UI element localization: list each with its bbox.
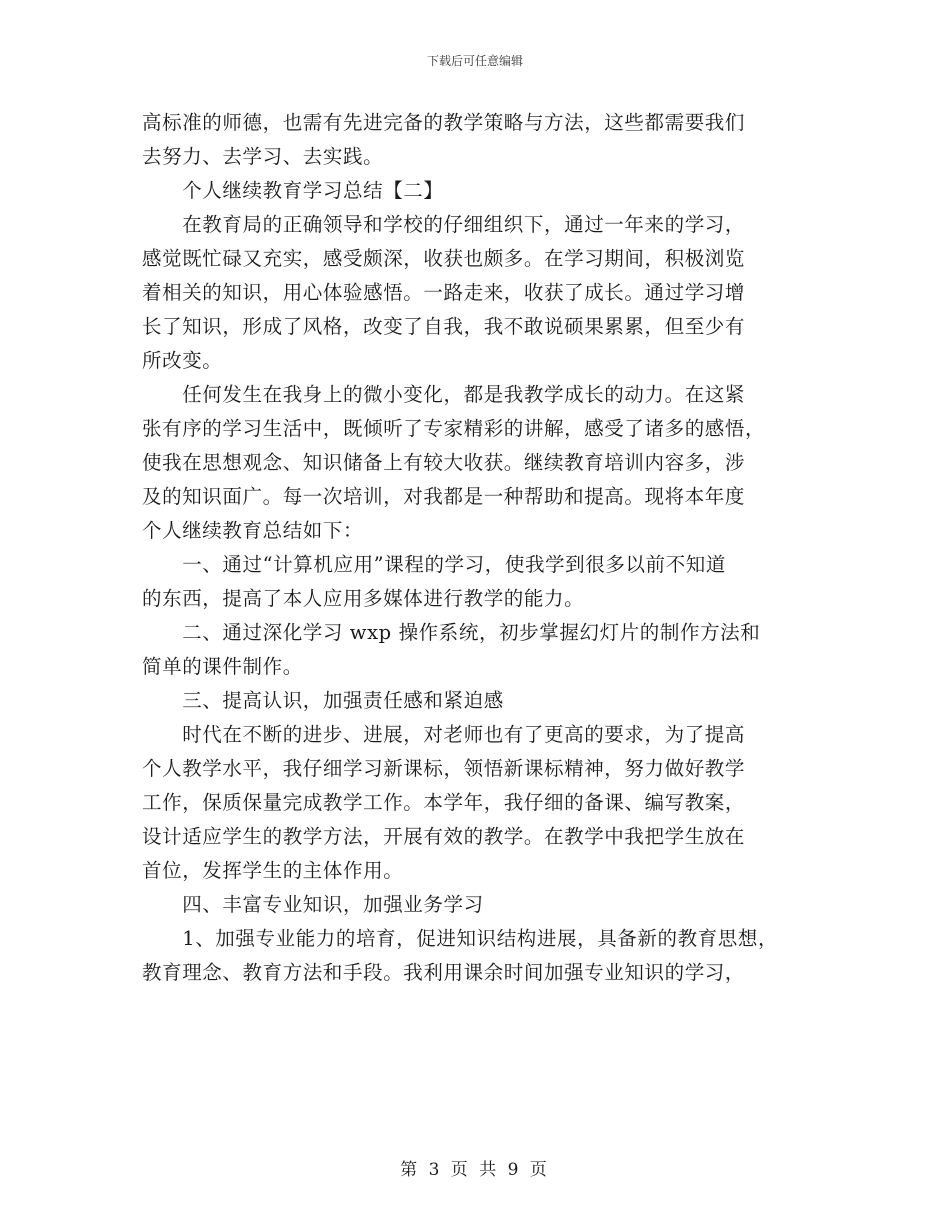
text-line: 着相关的知识，用心体验感悟。一路走来，收获了成长。通过学习增 [142,281,746,304]
section-heading: 四、丰富专业知识，加强业务学习 [142,893,484,916]
text-line: 在教育局的正确领导和学校的仔细组织下，通过一年来的学习， [142,213,746,236]
text-line: 高标准的师德，也需有先进完备的教学策略与方法，这些都需要我们 [142,111,746,134]
text-line: 时代在不断的进步、进展，对老师也有了更高的要求，为了提高 [142,723,746,746]
text-line: 一、通过“计算机应用”课程的学习，使我学到很多以前不知道 [142,553,726,576]
text-line: 简单的课件制作。 [142,655,303,678]
section-heading: 个人继续教育学习总结【二】 [142,179,444,202]
document-body [142,106,832,990]
text-line: 使我在思想观念、知识储备上有较大收获。继续教育培训内容多，涉 [142,451,746,474]
text-line: 张有序的学习生活中，既倾听了专家精彩的讲解，感受了诸多的感悟， [142,417,766,440]
text-line: 工作，保质保量完成教学工作。本学年，我仔细的备课、编写教案， [142,791,746,814]
text-line: 任何发生在我身上的微小变化，都是我教学成长的动力。在这紧 [142,383,746,406]
text-line: 去努力、去学习、去实践。 [142,145,384,168]
text-line: 长了知识，形成了风格，改变了自我，我不敢说硕果累累，但至少有 [142,315,746,338]
text-line: 所改变。 [142,349,223,372]
text-line: 教育理念、教育方法和手段。我利用课余时间加强专业知识的学习， [142,961,746,984]
text-line: 二、通过深化学习 wxp 操作系统，初步掌握幻灯片的制作方法和 [142,621,761,644]
section-heading: 三、提高认识，加强责任感和紧迫感 [142,689,504,712]
text-line: 个人教学水平，我仔细学习新课标，领悟新课标精神，努力做好教学 [142,757,746,780]
text-line: 个人继续教育总结如下： [142,519,364,542]
text-line: 的东西，提高了本人应用多媒体进行教学的能力。 [142,587,585,610]
text-line: 设计适应学生的教学方法，开展有效的教学。在教学中我把学生放在 [142,825,746,848]
text-line: 1、加强专业能力的培育，促进知识结构进展，具备新的教育思想， [142,927,779,950]
page-header: 下载后可任意编辑 [426,54,523,68]
text-line: 首位，发挥学生的主体作用。 [142,859,404,882]
text-line: 感觉既忙碌又充实，感受颇深，收获也颇多。在学习期间，积极浏览 [142,247,746,270]
text-line: 及的知识面广。每一次培训，对我都是一种帮助和提高。现将本年度 [142,485,746,508]
page-footer: 第 3 页 共 9 页 [400,1160,550,1180]
